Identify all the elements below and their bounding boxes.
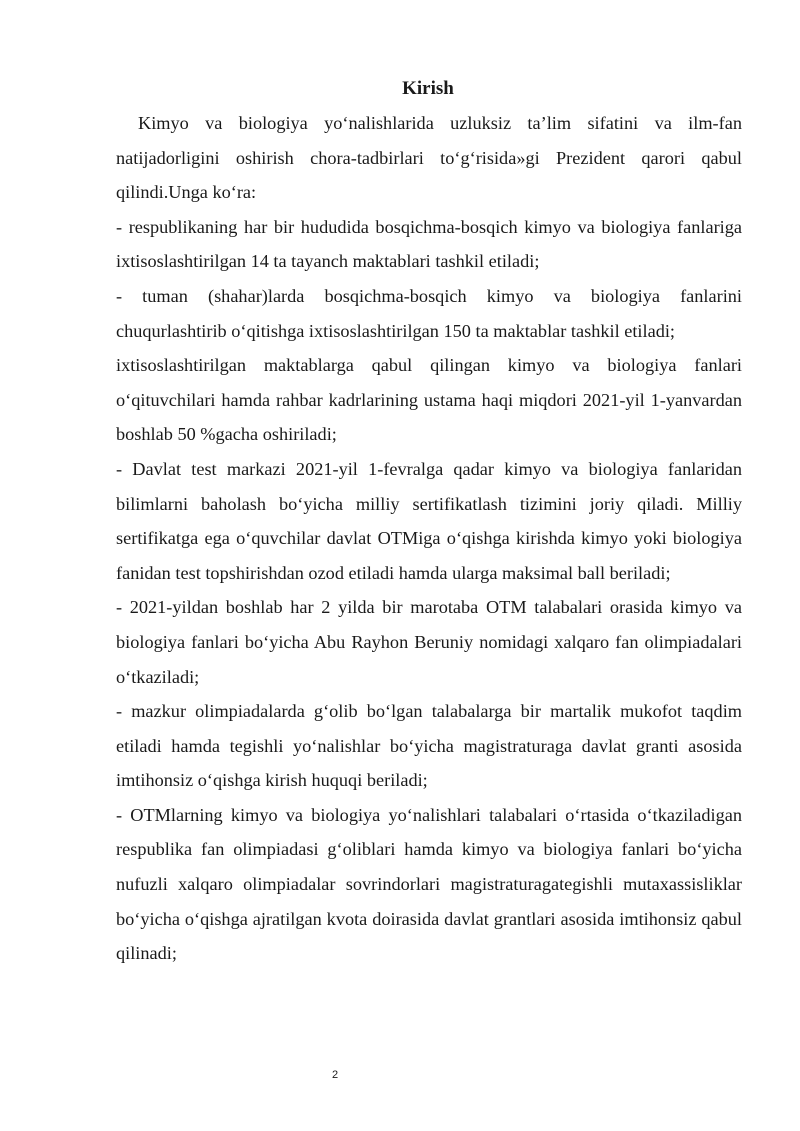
- intro-paragraph: Kimyo va biologiya yo‘nalishlarida uzluksiz ta’lim sifatini va ilm-fan natijadorligini oshirish chora-tadbirlari to‘g‘risida»gi Prezident qarori qabul qilindi.Unga ko‘ra:: [116, 113, 742, 203]
- list-item: - tuman (shahar)larda bosqichma-bosqich kimyo va biologiya fanlarini chuqurlashtirib o‘qitishga ixtisoslashtirilgan 150 ta maktablar tashkil etiladi;: [116, 285, 742, 341]
- list-item: ixtisoslashtirilgan maktablarga qabul qilingan kimyo va biologiya fanlari o‘qituvchilari hamda rahbar kadrlarining ustama haqi miqdori 2021-yil 1-yanvardan boshlab 50 %gacha oshiriladi;: [116, 355, 742, 445]
- list-item: - Davlat test markazi 2021-yil 1-fevralga qadar kimyo va biologiya fanlaridan bilimlarni baholash bo‘yicha milliy sertifikatlash tizimini joriy qiladi. Milliy sertifikatga ega o‘quvchilar davlat OTMiga o‘qishga kirishda kimyo yoki biologiya fanidan test topshirishdan ozod etiladi hamda ularga maksimal ball beriladi;: [116, 458, 742, 583]
- list-item: - mazkur olimpiadalarda g‘olib bo‘lgan talabalarga bir martalik mukofot taqdim etiladi hamda tegishli yo‘nalishlar bo‘yicha magistraturaga davlat granti asosida imtihonsiz o‘qishga kirish huquqi beriladi;: [116, 701, 742, 791]
- list-item: - 2021-yildan boshlab har 2 yilda bir marotaba OTM talabalari orasida kimyo va biologiya fanlari bo‘yicha Abu Rayhon Beruniy nomidagi xalqaro fan olimpiadalari o‘tkaziladi;: [116, 597, 742, 687]
- list-item: - OTMlarning kimyo va biologiya yo‘nalishlari talabalari o‘rtasida o‘tkaziladigan respublika fan olimpiadasi g‘oliblari hamda kimyo va biologiya fanlari bo‘yicha nufuzli xalqaro olimpiadalar sovrindorlari magistraturagategishli mutaxassisliklar bo‘yicha o‘qishga ajratilgan kvota doirasida davlat grantlari asosida imtihonsiz qabul qilinadi;: [116, 804, 742, 964]
- list-item: - respublikaning har bir hududida bosqichma-bosqich kimyo va biologiya fanlariga ixtisoslashtirilgan 14 ta tayanch maktablari tashkil etiladi;: [116, 216, 742, 272]
- document-body: [116, 106, 742, 971]
- section-title: Kirish: [402, 78, 454, 99]
- page-number: 2: [331, 1069, 339, 1081]
